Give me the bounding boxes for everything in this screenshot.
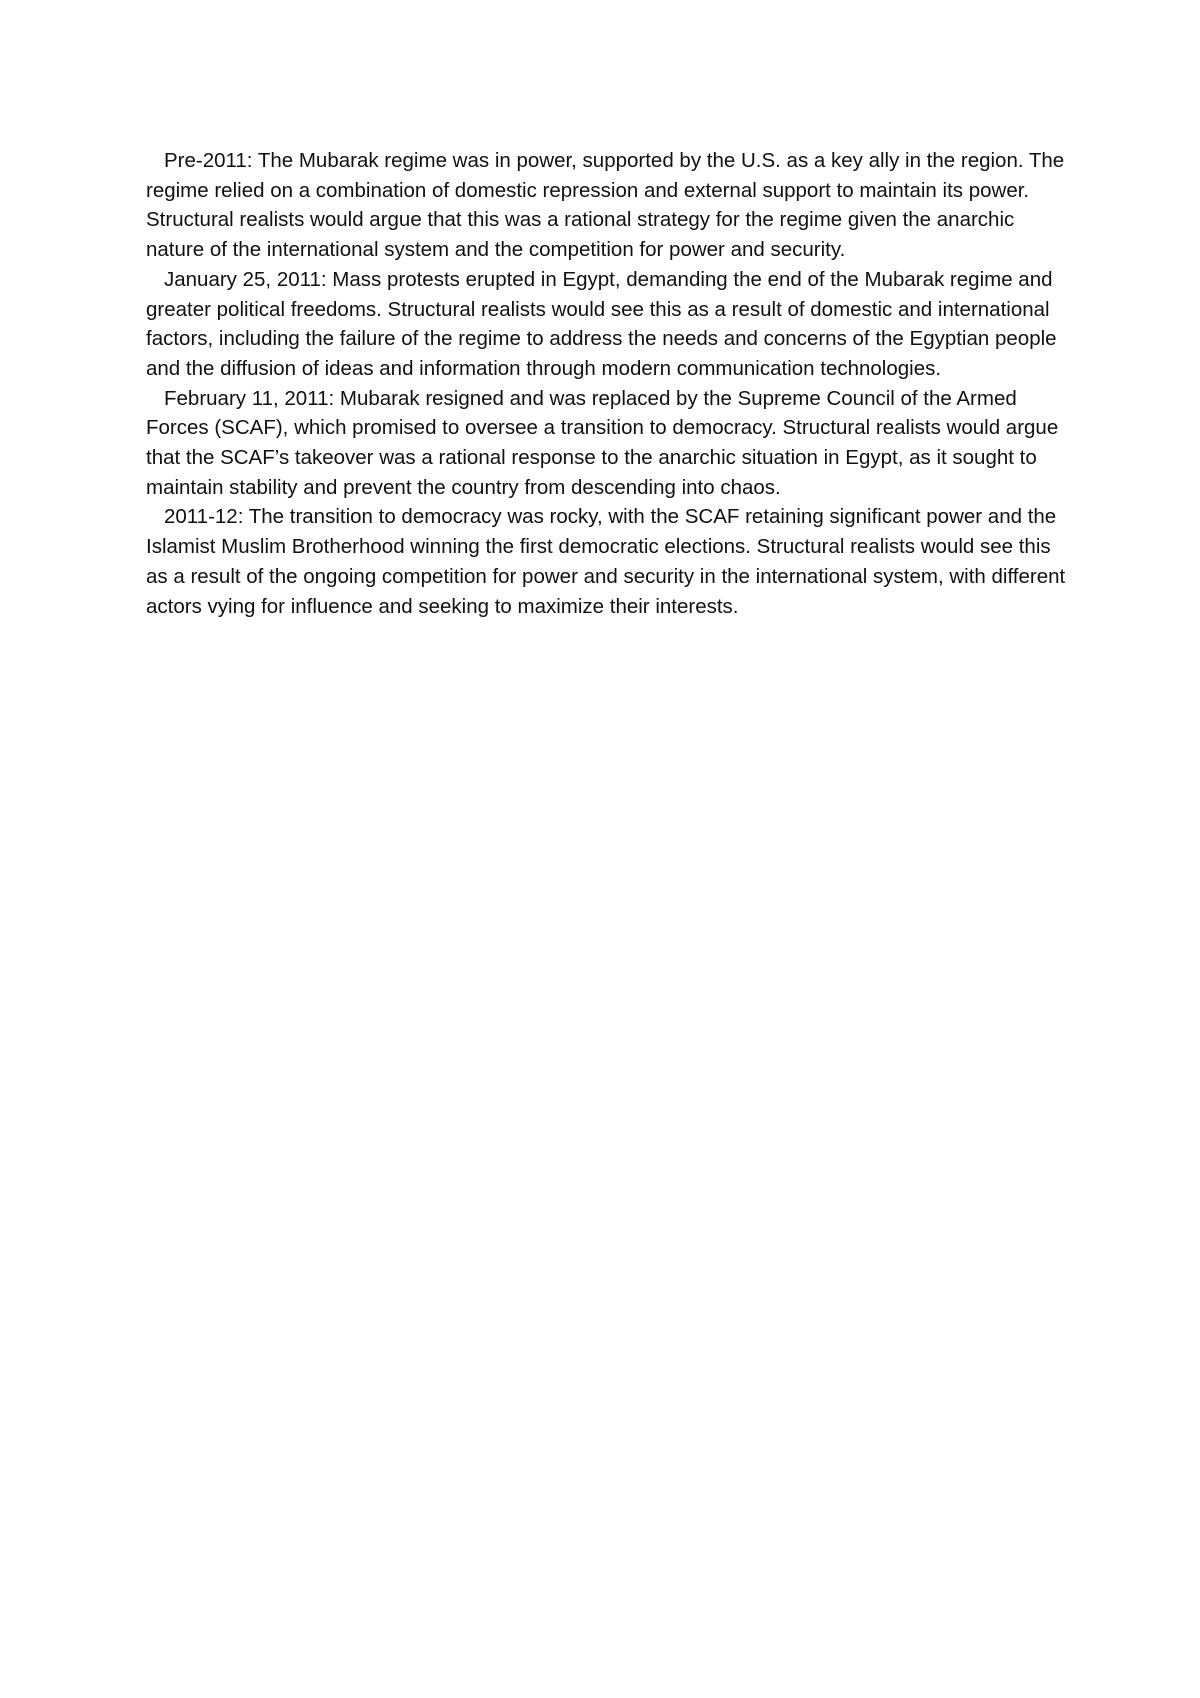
paragraph-2011-12: 2011-12: The transition to democracy was rocky, with the SCAF retaining significant power and the Islamist Muslim Brotherhood winning the first democratic elections. Structural realists would see this as a result of the ongoing competition for power and security in the international system, with different actors vying for influence and seeking to maximize their interests. xyxy=(146,505,1066,618)
document-body xyxy=(146,146,1066,621)
paragraph-january-25-2011: January 25, 2011: Mass protests erupted in Egypt, demanding the end of the Mubarak regime and greater political freedoms. Structural realists would see this as a result of domestic and international factors, including the failure of the regime to address the needs and concerns of the Egyptian people and the diffusion of ideas and information through modern communication technologies. xyxy=(146,267,1057,380)
paragraph-pre-2011: Pre-2011: The Mubarak regime was in power, supported by the U.S. as a key ally in the region. The regime relied on a combination of domestic repression and external support to maintain its power. Structural realists would argue that this was a rational strategy for the regime given the anarchic nature of the international system and the competition for power and security. xyxy=(146,149,1065,262)
paragraph-february-11-2011: February 11, 2011: Mubarak resigned and was replaced by the Supreme Council of the Armed Forces (SCAF), which promised to oversee a transition to democracy. Structural realists would argue that the SCAF’s takeover was a rational response to the anarchic situation in Egypt, as it sought to maintain stability and prevent the country from descending into chaos. xyxy=(146,386,1059,499)
